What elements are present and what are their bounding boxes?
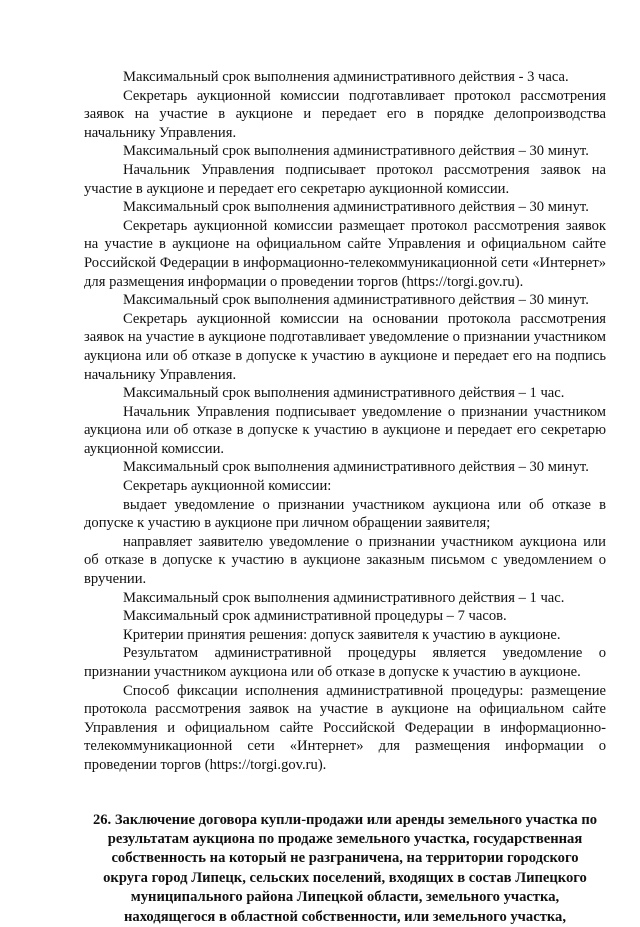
paragraph: Максимальный срок выполнения административного действия – 1 час. [123, 385, 565, 402]
paragraph: выдает уведомление о признании участником аукциона или об отказе в допуске к участию в аукционе при личном обращении заявителя; [84, 496, 606, 532]
paragraph: Секретарь аукционной комиссии на основании протокола рассмотрения заявок на участие в аукционе подготавливает уведомление о признании участником аукциона или об отказе в допуске к участию в аукционе и передает его на подпись начальнику Управления. [84, 310, 606, 383]
paragraph: Начальник Управления подписывает протокол рассмотрения заявок на участие в аукционе и передает его секретарю аукционной комиссии. [84, 161, 606, 197]
paragraph: Максимальный срок выполнения административного действия - 3 часа. [123, 69, 569, 85]
paragraph: Максимальный срок выполнения административного действия – 1 час. [123, 589, 565, 606]
paragraph: Максимальный срок административной процедуры – 7 часов. [123, 608, 507, 625]
paragraph: Критерии принятия решения: допуск заявителя к участию в аукционе. [123, 626, 561, 643]
paragraph: Способ фиксации исполнения административной процедуры: размещение протокола рассмотрения заявок на участие в аукционе на официальном сайте Управления и официальном сайте Российской Федерации в информационно-телекоммуникационной сети «Интернет» для размещения информации о проведении торгов (https://torgi.gov.ru). [84, 682, 606, 773]
paragraph: Максимальный срок выполнения административного действия – 30 минут. [123, 292, 589, 309]
paragraph: Секретарь аукционной комиссии размещает протокол рассмотрения заявок на участие в аукционе на официальном сайте Управления и официальном сайте Российской Федерации в информационно-телекоммуникационной сети «Интернет» для размещения информации о проведении торгов (https://torgi.gov.ru). [84, 217, 606, 290]
paragraph: Результатом административной процедуры является уведомление о признании участником аукциона или об отказе в допуске к участию в аукционе. [84, 645, 606, 680]
paragraph: Максимальный срок выполнения административного действия – 30 минут. [123, 143, 589, 160]
paragraph: Начальник Управления подписывает уведомление о признании участником аукциона или об отказе в допуске к участию в аукционе и передает его секретарю аукционной комиссии. [84, 403, 606, 457]
body-text [84, 68, 606, 775]
paragraph: направляет заявителю уведомление о признании участником аукциона или об отказе в допуске к участию в аукционе заказным письмом с уведомлением о вручении. [84, 533, 606, 588]
paragraph: Максимальный срок выполнения административного действия – 30 минут. [123, 199, 589, 216]
paragraph: Секретарь аукционной комиссии: [123, 478, 332, 495]
paragraph: Секретарь аукционной комиссии подготавливает протокол рассмотрения заявок на участие в аукционе и передает его в порядке делопроизводства начальнику Управления. [84, 87, 606, 141]
section-heading: 26. Заключение договора купли-продажи или аренды земельного участка по результатам аукциона по продаже земельного участка, государственная собственность на который не разграничена, на территории городского округа город Липецк, сельских поселений, входящих в состав Липецкого муниципального района Липецкой области, земельного участка, находящегося в областной собственности, или земельного участка, [92, 811, 598, 925]
paragraph: Максимальный срок выполнения административного действия – 30 минут. [123, 459, 589, 476]
